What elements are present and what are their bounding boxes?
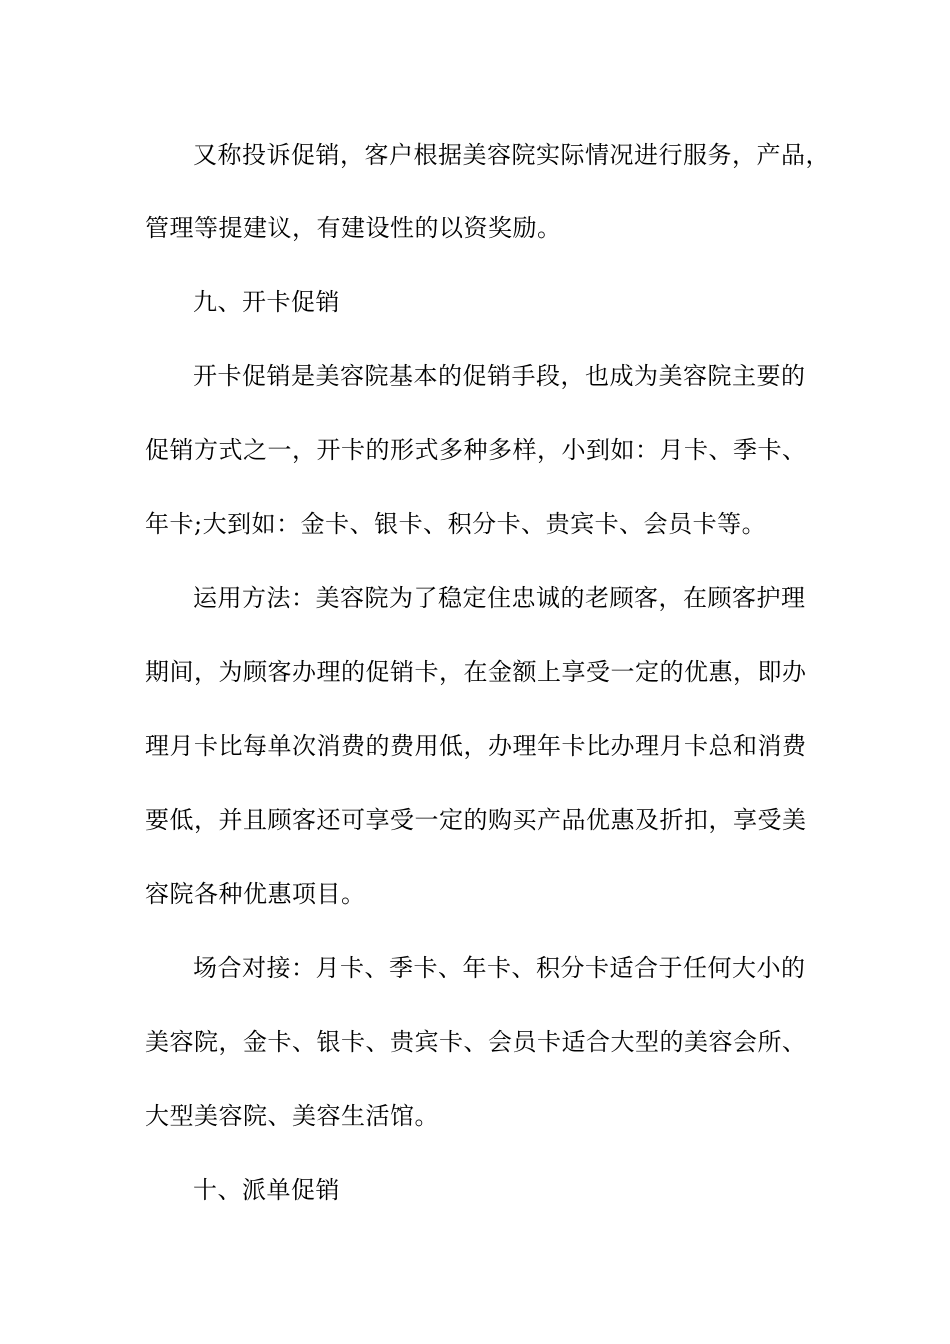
paragraph-line: 又称投诉促销，客户根据美容院实际情况进行服务，产品， xyxy=(193,141,830,169)
paragraph-line: 美容院，金卡、银卡、贵宾卡、会员卡适合大型的美容会所、 xyxy=(145,1028,807,1056)
section-heading: 九、开卡促销 xyxy=(193,288,340,316)
paragraph-line: 要低，并且顾客还可享受一定的购买产品优惠及折扣，享受美 xyxy=(145,806,807,834)
paragraph-line: 开卡促销是美容院基本的促销手段，也成为美容院主要的 xyxy=(193,362,806,390)
paragraph-line: 理月卡比每单次消费的费用低，办理年卡比办理月卡总和消费 xyxy=(145,732,807,760)
paragraph-line: 促销方式之一，开卡的形式多种多样，小到如：月卡、季卡、 xyxy=(145,436,807,464)
paragraph-line: 运用方法：美容院为了稳定住忠诚的老顾客，在顾客护理 xyxy=(193,584,806,612)
paragraph-line: 大型美容院、美容生活馆。 xyxy=(145,1102,439,1130)
paragraph-line: 管理等提建议，有建设性的以资奖励。 xyxy=(145,214,562,242)
paragraph-line: 年卡;大到如：金卡、银卡、积分卡、贵宾卡、会员卡等。 xyxy=(145,510,767,538)
paragraph-line: 容院各种优惠项目。 xyxy=(145,880,366,908)
paragraph-line: 期间，为顾客办理的促销卡，在金额上享受一定的优惠，即办 xyxy=(145,658,807,686)
paragraph-line: 场合对接：月卡、季卡、年卡、积分卡适合于任何大小的 xyxy=(193,954,806,982)
section-heading: 十、派单促销 xyxy=(193,1176,340,1204)
